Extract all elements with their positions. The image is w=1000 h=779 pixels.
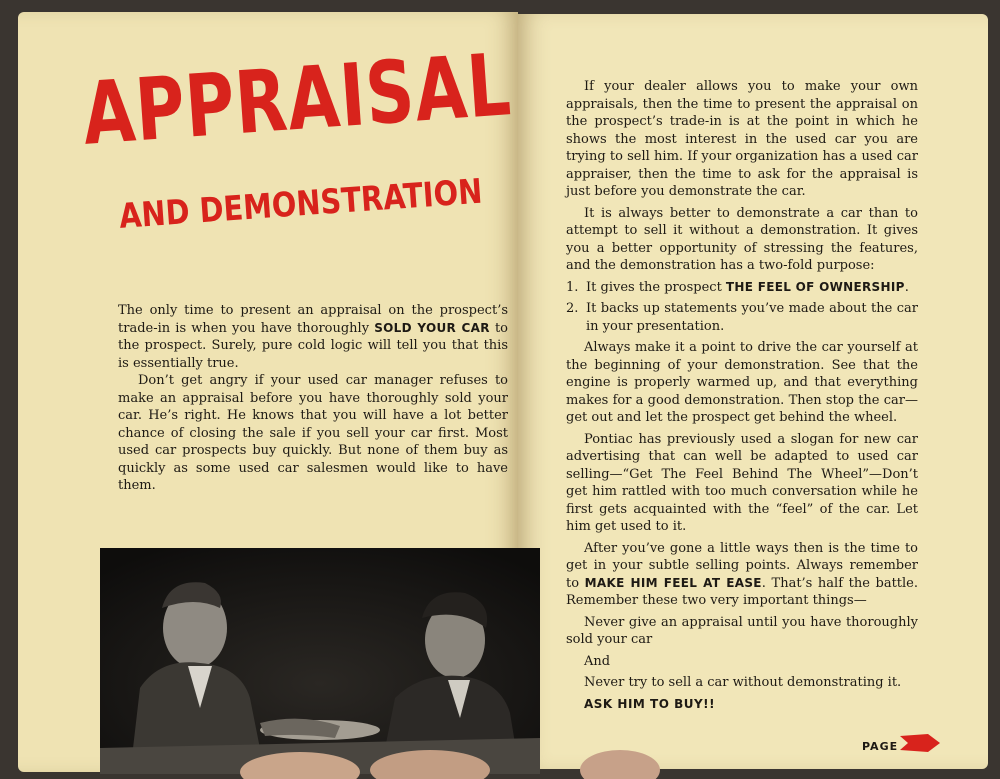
right-paragraph-7: And bbox=[584, 653, 611, 669]
pontiac-arrowhead-icon bbox=[898, 732, 942, 754]
left-paragraph-1 bbox=[118, 302, 508, 372]
right-paragraph-8: Never try to sell a car without demonstrating it. bbox=[584, 675, 902, 690]
left-paragraph-2: Don’t get angry if your used car manager refuses to make an appraisal before you have thoroughly sold your car. He’s right. He knows that you will have a lot better chance of closing the sale if you sell your car first. Most used car prospects buy quickly. But none of them buy as quickly as some used car salesmen would like to have them. bbox=[118, 373, 508, 493]
photo-illustration bbox=[100, 548, 540, 774]
text-run: to the prospect. Surely, pure cold logic will tell you that this is essentially true. bbox=[118, 320, 508, 371]
right-body-text bbox=[566, 78, 918, 717]
emphasis-feel-of-ownership: THE FEEL OF OWNERSHIP bbox=[725, 279, 905, 294]
page-label: PAGE bbox=[862, 740, 899, 753]
left-body-text bbox=[118, 302, 508, 495]
emphasis-sold-your-car: SOLD YOUR CAR bbox=[374, 320, 490, 335]
subheadline: AND DEMONSTRATION bbox=[117, 171, 484, 237]
closing-line: ASK HIM TO BUY!! bbox=[584, 696, 716, 711]
list-text bbox=[586, 279, 918, 297]
right-paragraph-5 bbox=[566, 540, 918, 610]
text-run: . That’s half the battle. Remember these two very important things— bbox=[566, 575, 919, 608]
list-item bbox=[566, 300, 918, 335]
text-run: It gives the prospect bbox=[586, 279, 726, 295]
right-paragraph-3: Always make it a point to drive the car yourself at the beginning of your demonstration. See that the engine is properly warmed up, and that everything makes for a good demonstration. Then stop the car—get out and let the prospect get behind the wheel. bbox=[566, 340, 918, 425]
text-run: The only time to present an appraisal on the prospect’s trade-in is when you have thoroughly bbox=[118, 303, 508, 336]
text-run: After you’ve gone a little ways then is the time to get in your subtle selling points. Always remember to bbox=[566, 540, 918, 591]
right-paragraph-4: Pontiac has previously used a slogan for new car advertising that can well be adapted to used car selling—“Get The Feel Behind The Wheel”—Don’t get him rattled with too much conversation while he first gets acquainted with the “feel” of the car. Let him get used to it. bbox=[566, 431, 918, 534]
headline: APPRAISAL bbox=[79, 35, 515, 165]
right-paragraph-2: It is always better to demonstrate a car than to attempt to sell it without a demonstration. It gives you a better opportunity of stressing the features, and the demonstration has a two-fold purpose: bbox=[566, 205, 918, 273]
list-text: It backs up statements you’ve made about the car in your presentation. bbox=[586, 301, 918, 334]
list-item bbox=[566, 279, 918, 297]
list-number: 2. bbox=[566, 301, 579, 316]
list-number: 1. bbox=[566, 279, 579, 295]
right-paragraph-6: Never give an appraisal until you have thoroughly sold your car bbox=[566, 614, 918, 647]
emphasis-make-him-feel-at-ease: MAKE HIM FEEL AT EASE bbox=[584, 575, 762, 590]
photo-two-men-at-desk bbox=[100, 548, 540, 774]
right-paragraph-1: If your dealer allows you to make your own appraisals, then the time to present the appraisal on the prospect’s trade-in is at the point in which he shows the most interest in the used car you are trying to sell him. If your organization has a used car appraiser, then the time to ask for the appraisal is just before you demonstrate the car. bbox=[566, 79, 918, 199]
text-run: . bbox=[904, 279, 909, 295]
